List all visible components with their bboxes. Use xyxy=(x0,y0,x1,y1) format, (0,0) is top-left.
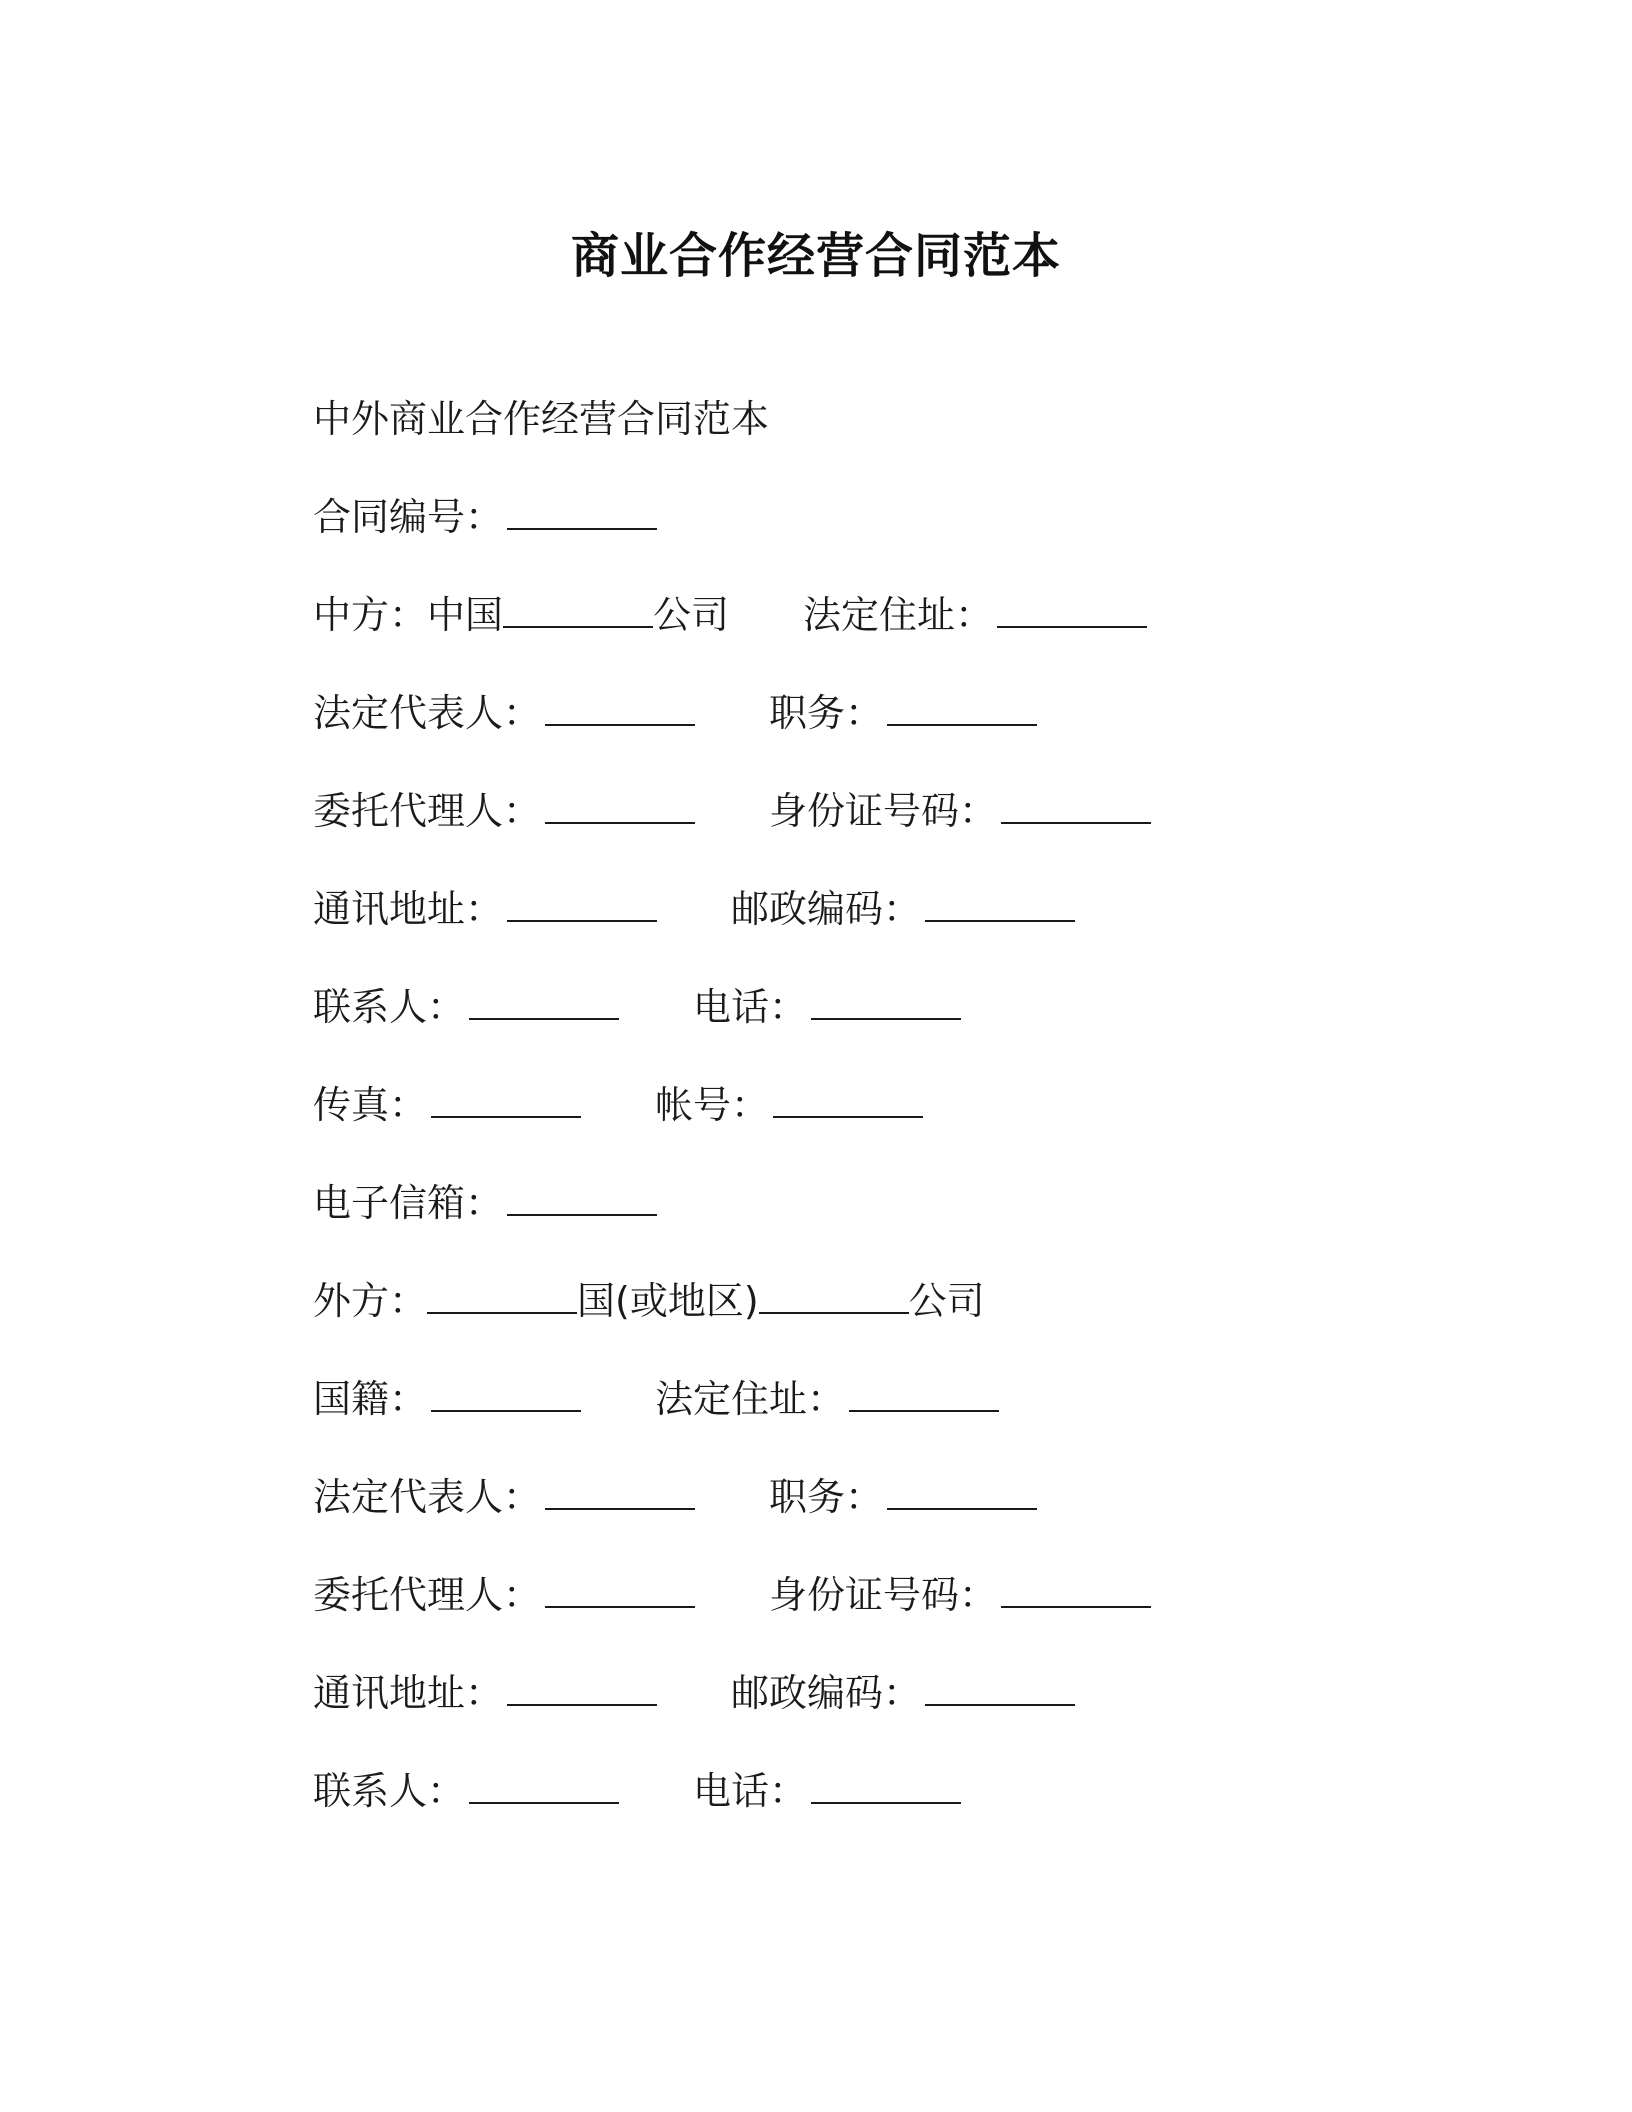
cn-agent-line xyxy=(313,778,1413,876)
foreign-mail-address-label: 通讯地址： xyxy=(313,1671,504,1715)
contract-number-label: 合同编号： xyxy=(313,495,504,539)
cn-fax-label: 传真： xyxy=(313,1083,428,1127)
cn-agent-blank[interactable] xyxy=(545,778,695,824)
document-body xyxy=(313,386,1413,1856)
cn-party-line xyxy=(313,582,1413,680)
cn-contact-blank[interactable] xyxy=(469,974,619,1020)
cn-position-label: 职务： xyxy=(769,691,884,735)
foreign-nationality-label: 国籍： xyxy=(313,1377,428,1421)
foreign-rep-label: 法定代表人： xyxy=(313,1475,542,1519)
foreign-country-blank[interactable] xyxy=(427,1268,577,1314)
cn-contact-line xyxy=(313,974,1413,1072)
cn-contact-label: 联系人： xyxy=(313,985,466,1029)
cn-company-name-blank[interactable] xyxy=(503,582,653,628)
foreign-nationality-line xyxy=(313,1366,1413,1464)
foreign-mail-line xyxy=(313,1660,1413,1758)
cn-fax-line xyxy=(313,1072,1413,1170)
foreign-mail-address-blank[interactable] xyxy=(507,1660,657,1706)
cn-id-label: 身份证号码： xyxy=(769,789,998,833)
foreign-contact-line xyxy=(313,1758,1413,1856)
foreign-contact-blank[interactable] xyxy=(469,1758,619,1804)
cn-email-line xyxy=(313,1170,1413,1268)
foreign-agent-blank[interactable] xyxy=(545,1562,695,1608)
cn-address-label: 法定住址： xyxy=(803,593,994,637)
cn-phone-label: 电话： xyxy=(693,985,808,1029)
cn-email-blank[interactable] xyxy=(507,1170,657,1216)
cn-postcode-blank[interactable] xyxy=(925,876,1075,922)
cn-email-label: 电子信箱： xyxy=(313,1181,504,1225)
foreign-party-line xyxy=(313,1268,1413,1366)
cn-rep-label: 法定代表人： xyxy=(313,691,542,735)
subtitle-line xyxy=(313,386,1413,484)
foreign-position-label: 职务： xyxy=(769,1475,884,1519)
foreign-id-label: 身份证号码： xyxy=(769,1573,998,1617)
foreign-id-blank[interactable] xyxy=(1001,1562,1151,1608)
foreign-agent-label: 委托代理人： xyxy=(313,1573,542,1617)
foreign-agent-line xyxy=(313,1562,1413,1660)
cn-fax-blank[interactable] xyxy=(431,1072,581,1118)
foreign-party-suffix: 公司 xyxy=(908,1279,985,1323)
cn-address-blank[interactable] xyxy=(997,582,1147,628)
foreign-contact-label: 联系人： xyxy=(313,1769,466,1813)
cn-rep-line xyxy=(313,680,1413,778)
cn-account-blank[interactable] xyxy=(773,1072,923,1118)
foreign-position-blank[interactable] xyxy=(887,1464,1037,1510)
cn-mail-address-blank[interactable] xyxy=(507,876,657,922)
cn-party-suffix: 公司 xyxy=(653,593,730,637)
foreign-company-name-blank[interactable] xyxy=(759,1268,909,1314)
foreign-phone-label: 电话： xyxy=(693,1769,808,1813)
cn-account-label: 帐号： xyxy=(655,1083,770,1127)
foreign-party-middle: 国(或地区) xyxy=(577,1279,759,1323)
foreign-address-label: 法定住址： xyxy=(655,1377,846,1421)
cn-id-blank[interactable] xyxy=(1001,778,1151,824)
cn-mail-line xyxy=(313,876,1413,974)
subtitle: 中外商业合作经营合同范本 xyxy=(313,397,770,441)
foreign-postcode-blank[interactable] xyxy=(925,1660,1075,1706)
cn-rep-blank[interactable] xyxy=(545,680,695,726)
contract-number-line xyxy=(313,484,1413,582)
foreign-postcode-label: 邮政编码： xyxy=(731,1671,922,1715)
foreign-rep-line xyxy=(313,1464,1413,1562)
cn-postcode-label: 邮政编码： xyxy=(731,887,922,931)
cn-party-prefix: 中方：中国 xyxy=(313,593,504,637)
foreign-phone-blank[interactable] xyxy=(811,1758,961,1804)
foreign-party-prefix: 外方： xyxy=(313,1279,428,1323)
document-title: 商业合作经营合同范本 xyxy=(570,228,1061,284)
cn-agent-label: 委托代理人： xyxy=(313,789,542,833)
foreign-address-blank[interactable] xyxy=(849,1366,999,1412)
foreign-rep-blank[interactable] xyxy=(545,1464,695,1510)
cn-phone-blank[interactable] xyxy=(811,974,961,1020)
cn-position-blank[interactable] xyxy=(887,680,1037,726)
cn-mail-address-label: 通讯地址： xyxy=(313,887,504,931)
contract-number-blank[interactable] xyxy=(507,484,657,530)
foreign-nationality-blank[interactable] xyxy=(431,1366,581,1412)
